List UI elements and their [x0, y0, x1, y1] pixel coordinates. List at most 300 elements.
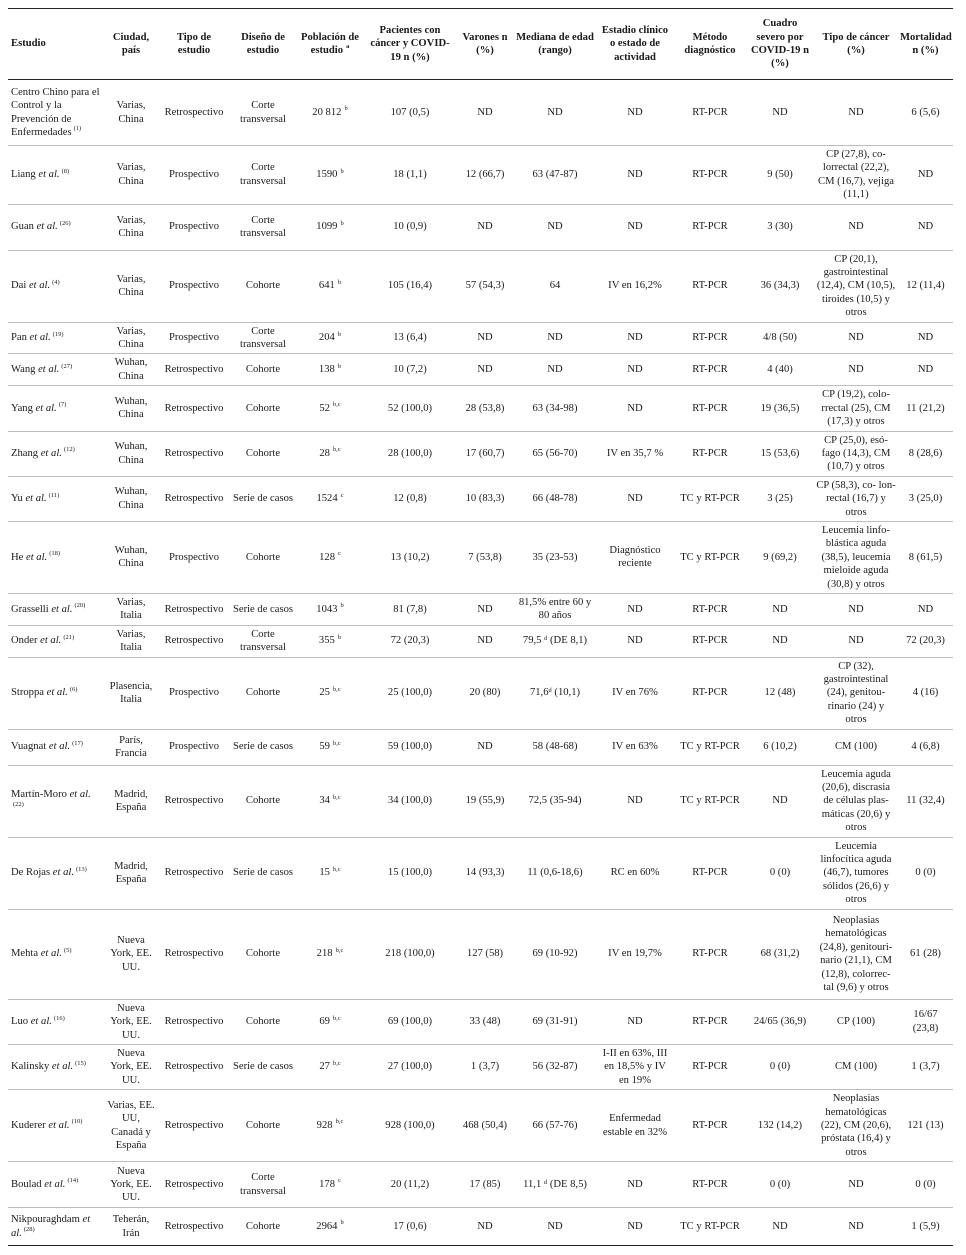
table-row: [8, 80, 953, 146]
table-row: [8, 431, 953, 476]
cell-metodo: RT-PCR: [674, 837, 746, 909]
cell-diseno: Cohorte: [230, 250, 296, 322]
cell-varones: 57 (54,3): [456, 250, 514, 322]
cell-metodo: RT-PCR: [674, 999, 746, 1044]
cell-varones: 127 (58): [456, 909, 514, 999]
cell-tipo-cancer: Leucemia aguda (20,6), discrasia de células plas- máticas (20,6) y otros: [814, 765, 898, 837]
cell-tipo-estudio: Retrospectivo: [158, 765, 230, 837]
poblacion-value: 20 812: [312, 106, 342, 118]
cell-pacientes: 59 (100,0): [364, 729, 456, 765]
cell-metodo: RT-PCR: [674, 909, 746, 999]
cell-tipo-estudio: Prospectivo: [158, 521, 230, 593]
cell-poblacion: [296, 729, 364, 765]
cell-pacientes: 28 (100,0): [364, 431, 456, 476]
study-reference: (28): [23, 1226, 35, 1234]
poblacion-value: 1590: [316, 169, 338, 181]
study-etal: et al.: [44, 1178, 66, 1190]
cell-ciudad: Varias, China: [104, 146, 158, 205]
table-row: [8, 386, 953, 431]
cell-mortalidad: 4 (6,8): [898, 729, 953, 765]
poblacion-value: 641: [318, 280, 335, 292]
table-row: [8, 250, 953, 322]
cell-poblacion: [296, 386, 364, 431]
cell-ciudad: Varias, China: [104, 250, 158, 322]
header-estudio: Estudio: [8, 9, 104, 80]
cell-tipo-cancer: Neoplasias hematológicas (24,8), genitouri- nario (21,1), CM (12,8), colorrec- tal (9,6) y otros: [814, 909, 898, 999]
poblacion-footnote: b,c: [332, 1014, 341, 1022]
cell-poblacion: [296, 593, 364, 625]
cell-pacientes: 34 (100,0): [364, 765, 456, 837]
cell-estadio: ND: [596, 999, 674, 1044]
cell-mediana-edad: ND: [514, 204, 596, 250]
table-row: [8, 999, 953, 1044]
cell-ciudad: Teherán, Irán: [104, 1208, 158, 1246]
cell-poblacion: [296, 657, 364, 729]
cell-diseno: Cohorte: [230, 386, 296, 431]
cell-cuadro-severo: 12 (48): [746, 657, 814, 729]
cell-poblacion: [296, 250, 364, 322]
cell-mortalidad: 0 (0): [898, 1162, 953, 1208]
header-metodo: Método diagnóstico: [674, 9, 746, 80]
study-etal: et al.: [25, 493, 47, 505]
cell-tipo-cancer: CP (100): [814, 999, 898, 1044]
study-reference: (13): [75, 865, 87, 873]
cell-poblacion: [296, 354, 364, 386]
poblacion-footnote: b: [340, 167, 344, 175]
cell-cuadro-severo: 3 (25): [746, 476, 814, 521]
cell-cuadro-severo: 0 (0): [746, 1044, 814, 1089]
study-reference: (15): [75, 1059, 86, 1067]
cell-diseno: Cohorte: [230, 1090, 296, 1162]
cell-pacientes: 18 (1,1): [364, 146, 456, 205]
table-row: [8, 1044, 953, 1089]
cell-pacientes: 81 (7,8): [364, 593, 456, 625]
cell-mortalidad: 121 (13): [898, 1090, 953, 1162]
cell-poblacion: [296, 1044, 364, 1089]
study-reference: (5): [63, 946, 72, 954]
cell-tipo-estudio: Prospectivo: [158, 204, 230, 250]
cell-poblacion: [296, 1162, 364, 1208]
cell-mediana-edad: 69 (31-91): [514, 999, 596, 1044]
study-etal: et al.: [52, 867, 74, 879]
study-reference: (14): [67, 1177, 79, 1185]
poblacion-footnote: c: [338, 550, 341, 558]
poblacion-value: 69: [319, 1016, 330, 1028]
cell-estudio: [8, 999, 104, 1044]
header-cuadro: Cuadro severo por COVID-19 n (%): [746, 9, 814, 80]
table-row: [8, 1162, 953, 1208]
cell-estadio: RC en 60%: [596, 837, 674, 909]
study-etal: et al.: [51, 1061, 74, 1073]
cell-estadio: ND: [596, 1162, 674, 1208]
cell-poblacion: [296, 204, 364, 250]
cell-pacientes: 10 (0,9): [364, 204, 456, 250]
cell-mortalidad: ND: [898, 204, 953, 250]
table-row: [8, 476, 953, 521]
cell-mediana-edad: 64: [514, 250, 596, 322]
study-name: Yang: [11, 402, 33, 414]
cell-mortalidad: ND: [898, 146, 953, 205]
cell-ciudad: Madrid, España: [104, 765, 158, 837]
cell-poblacion: [296, 521, 364, 593]
cell-tipo-estudio: Prospectivo: [158, 250, 230, 322]
header-varones: Varones n (%): [456, 9, 514, 80]
study-reference: (27): [61, 362, 73, 370]
cell-poblacion: [296, 146, 364, 205]
cell-diseno: Serie de casos: [230, 729, 296, 765]
cell-tipo-estudio: Retrospectivo: [158, 354, 230, 386]
cell-mortalidad: 12 (11,4): [898, 250, 953, 322]
study-etal: et al.: [35, 402, 57, 414]
cell-tipo-estudio: Retrospectivo: [158, 625, 230, 657]
cell-varones: ND: [456, 729, 514, 765]
study-etal: et al.: [28, 280, 51, 292]
cell-mortalidad: 61 (28): [898, 909, 953, 999]
header-mortalidad: Mortalidad n (%): [898, 9, 953, 80]
poblacion-footnote: b,c: [332, 865, 341, 873]
cell-diseno: Cohorte: [230, 999, 296, 1044]
study-name: Guan: [11, 221, 34, 233]
study-name: Boulad: [11, 1178, 42, 1190]
poblacion-footnote: b,c: [335, 946, 344, 954]
cell-tipo-estudio: Retrospectivo: [158, 386, 230, 431]
header-ciudad: Ciudad, país: [104, 9, 158, 80]
cell-cuadro-severo: 0 (0): [746, 837, 814, 909]
header-diseno: Diseño de estudio: [230, 9, 296, 80]
cell-estadio: ND: [596, 204, 674, 250]
poblacion-footnote: c: [340, 491, 344, 499]
cell-mortalidad: 11 (32,4): [898, 765, 953, 837]
table-row: [8, 909, 953, 999]
cell-metodo: RT-PCR: [674, 1090, 746, 1162]
cell-poblacion: [296, 999, 364, 1044]
header-tipo-cancer: Tipo de cáncer (%): [814, 9, 898, 80]
cell-tipo-estudio: Retrospectivo: [158, 999, 230, 1044]
cell-tipo-cancer: ND: [814, 593, 898, 625]
cell-ciudad: Wuhan, China: [104, 521, 158, 593]
header-mediana: Mediana de edad (rango): [514, 9, 596, 80]
cell-ciudad: Madrid, España: [104, 837, 158, 909]
cell-ciudad: Nueva York, EE. UU.: [104, 1162, 158, 1208]
study-name: Mehta: [11, 948, 39, 960]
cell-estadio: IV en 19,7%: [596, 909, 674, 999]
cell-varones: 17 (60,7): [456, 431, 514, 476]
cell-mortalidad: 8 (61,5): [898, 521, 953, 593]
poblacion-value: 34: [319, 795, 330, 807]
cell-ciudad: Nueva York, EE. UU.: [104, 999, 158, 1044]
cell-diseno: Cohorte: [230, 521, 296, 593]
study-name: Dai: [11, 280, 27, 292]
cell-estudio: [8, 837, 104, 909]
study-name: Zhang: [11, 447, 39, 459]
cell-metodo: TC y RT-PCR: [674, 521, 746, 593]
cell-pacientes: 13 (10,2): [364, 521, 456, 593]
header-estadio: Estadio clínico o estado de actividad: [596, 9, 674, 80]
cell-poblacion: [296, 625, 364, 657]
cell-cuadro-severo: 24/65 (36,9): [746, 999, 814, 1044]
study-name: Yu: [11, 493, 23, 505]
cell-pacientes: 10 (7,2): [364, 354, 456, 386]
study-etal: et al.: [51, 603, 73, 615]
cell-estadio: ND: [596, 593, 674, 625]
study-etal: et al.: [36, 221, 58, 233]
poblacion-footnote: b,c: [332, 739, 341, 747]
cell-metodo: TC y RT-PCR: [674, 729, 746, 765]
cell-mediana-edad: 11 (0,6-18,6): [514, 837, 596, 909]
cell-diseno: Corte transversal: [230, 204, 296, 250]
study-name: He: [11, 551, 24, 563]
poblacion-value: 178: [319, 1178, 335, 1190]
cell-tipo-cancer: Neoplasias hematológicas (22), CM (20,6), próstata (16,4) y otros: [814, 1090, 898, 1162]
header-poblacion: [296, 9, 364, 80]
poblacion-value: 59: [319, 741, 330, 753]
poblacion-value: 204: [318, 332, 335, 344]
study-reference: (22): [13, 800, 24, 808]
poblacion-footnote: b: [337, 278, 342, 286]
cell-mortalidad: ND: [898, 322, 953, 354]
cell-ciudad: París, Francia: [104, 729, 158, 765]
cell-mortalidad: ND: [898, 354, 953, 386]
cell-pacientes: 52 (100,0): [364, 386, 456, 431]
poblacion-value: 1043: [316, 603, 338, 615]
cell-mortalidad: 1 (3,7): [898, 1044, 953, 1089]
cell-estadio: ND: [596, 625, 674, 657]
cell-estudio: [8, 80, 104, 146]
cell-mortalidad: 6 (5,6): [898, 80, 953, 146]
cell-metodo: TC y RT-PCR: [674, 1208, 746, 1246]
cell-ciudad: Wuhan, China: [104, 386, 158, 431]
cell-estudio: [8, 593, 104, 625]
cell-estudio: [8, 1162, 104, 1208]
cell-ciudad: Varias, China: [104, 322, 158, 354]
cell-ciudad: Varias, China: [104, 204, 158, 250]
cell-poblacion: [296, 1208, 364, 1246]
poblacion-value: 28: [319, 447, 330, 459]
cell-cuadro-severo: 9 (50): [746, 146, 814, 205]
cell-metodo: RT-PCR: [674, 80, 746, 146]
study-name: Nikpouraghdam: [11, 1214, 80, 1226]
cell-estudio: [8, 657, 104, 729]
table-body: [8, 80, 953, 1246]
cell-mediana-edad: 63 (47-87): [514, 146, 596, 205]
cell-tipo-cancer: CM (100): [814, 729, 898, 765]
poblacion-footnote: b: [337, 330, 342, 338]
study-reference: (20): [74, 602, 86, 610]
cell-metodo: RT-PCR: [674, 1162, 746, 1208]
header-poblacion-sup: a: [346, 43, 350, 51]
study-name: Stroppa: [11, 687, 44, 699]
cell-tipo-estudio: Retrospectivo: [158, 837, 230, 909]
cell-mediana-edad: 71,6ᵈ (10,1): [514, 657, 596, 729]
cell-pacientes: 17 (0,6): [364, 1208, 456, 1246]
cell-pacientes: 25 (100,0): [364, 657, 456, 729]
cell-tipo-estudio: Retrospectivo: [158, 80, 230, 146]
cell-varones: 7 (53,8): [456, 521, 514, 593]
cell-estadio: ND: [596, 146, 674, 205]
cell-tipo-cancer: ND: [814, 1162, 898, 1208]
study-etal: et al.: [40, 447, 62, 459]
cell-tipo-estudio: Retrospectivo: [158, 1208, 230, 1246]
cell-pacientes: 12 (0,8): [364, 476, 456, 521]
cell-mediana-edad: 79,5 ᵈ (DE 8,1): [514, 625, 596, 657]
cell-pacientes: 69 (100,0): [364, 999, 456, 1044]
poblacion-footnote: b,c: [332, 793, 341, 801]
poblacion-footnote: b,c: [332, 446, 341, 454]
cell-ciudad: Wuhan, China: [104, 431, 158, 476]
study-name: Centro Chino para el Control y la Prevención de Enfermedades: [11, 86, 100, 138]
cell-tipo-estudio: Retrospectivo: [158, 909, 230, 999]
table-row: [8, 625, 953, 657]
poblacion-footnote: b,c: [332, 1059, 341, 1067]
poblacion-footnote: b: [337, 362, 342, 370]
cell-tipo-estudio: Prospectivo: [158, 729, 230, 765]
study-reference: (26): [59, 219, 71, 227]
cell-poblacion: [296, 1090, 364, 1162]
cell-tipo-cancer: ND: [814, 204, 898, 250]
cell-metodo: RT-PCR: [674, 204, 746, 250]
cell-mediana-edad: ND: [514, 1208, 596, 1246]
cell-varones: ND: [456, 204, 514, 250]
poblacion-value: 1524: [316, 493, 338, 505]
cell-diseno: Corte transversal: [230, 146, 296, 205]
study-etal: et al.: [69, 788, 91, 800]
cell-estadio: ND: [596, 354, 674, 386]
cell-cuadro-severo: 4 (40): [746, 354, 814, 386]
cell-diseno: Corte transversal: [230, 1162, 296, 1208]
cell-cuadro-severo: 4/8 (50): [746, 322, 814, 354]
study-reference: (10): [71, 1118, 83, 1126]
poblacion-footnote: b,c: [335, 1118, 344, 1126]
cell-diseno: Cohorte: [230, 657, 296, 729]
cell-tipo-estudio: Retrospectivo: [158, 1090, 230, 1162]
cell-estudio: [8, 1208, 104, 1246]
cell-estadio: ND: [596, 386, 674, 431]
poblacion-footnote: b,c: [332, 401, 341, 409]
cell-tipo-cancer: Leucemia linfocítica aguda (46,7), tumores sólidos (26,6) y otros: [814, 837, 898, 909]
cell-estudio: [8, 322, 104, 354]
cell-poblacion: [296, 909, 364, 999]
study-reference: (18): [49, 550, 61, 558]
cell-poblacion: [296, 80, 364, 146]
cell-estudio: [8, 1044, 104, 1089]
cell-varones: 12 (66,7): [456, 146, 514, 205]
study-reference: (21): [63, 633, 75, 641]
study-name: Vuagnat: [11, 741, 47, 753]
cell-poblacion: [296, 431, 364, 476]
cell-metodo: RT-PCR: [674, 250, 746, 322]
cell-pacientes: 15 (100,0): [364, 837, 456, 909]
study-etal: et al.: [46, 687, 68, 699]
cell-cuadro-severo: ND: [746, 625, 814, 657]
cell-cuadro-severo: ND: [746, 593, 814, 625]
cell-pacientes: 27 (100,0): [364, 1044, 456, 1089]
table-row: [8, 354, 953, 386]
cell-poblacion: [296, 322, 364, 354]
cell-estadio: ND: [596, 765, 674, 837]
table-row: [8, 322, 953, 354]
cell-varones: 17 (85): [456, 1162, 514, 1208]
table-row: [8, 1090, 953, 1162]
cell-varones: 28 (53,8): [456, 386, 514, 431]
cell-mortalidad: 16/67 (23,8): [898, 999, 953, 1044]
poblacion-value: 128: [319, 551, 335, 563]
table-row: [8, 1208, 953, 1246]
cell-estudio: [8, 729, 104, 765]
cell-metodo: TC y RT-PCR: [674, 476, 746, 521]
poblacion-value: 1099: [316, 221, 338, 233]
study-etal: et al.: [26, 551, 48, 563]
study-reference: (4): [52, 278, 60, 286]
study-reference: (19): [52, 330, 64, 338]
cell-diseno: Serie de casos: [230, 1044, 296, 1089]
cell-estadio: ND: [596, 322, 674, 354]
cell-mediana-edad: 81,5% entre 60 y 80 años: [514, 593, 596, 625]
cell-metodo: RT-PCR: [674, 386, 746, 431]
study-reference: (7): [58, 401, 67, 409]
cell-cuadro-severo: 36 (34,3): [746, 250, 814, 322]
cell-estadio: I-II en 63%, III en 18,5% y IV en 19%: [596, 1044, 674, 1089]
cell-pacientes: 72 (20,3): [364, 625, 456, 657]
cell-mediana-edad: 58 (48-68): [514, 729, 596, 765]
cell-cuadro-severo: 6 (10,2): [746, 729, 814, 765]
cell-estudio: [8, 146, 104, 205]
cell-pacientes: 107 (0,5): [364, 80, 456, 146]
study-name: Grasselli: [11, 603, 49, 615]
cell-varones: ND: [456, 354, 514, 386]
study-etal: et al.: [29, 332, 51, 344]
cell-cuadro-severo: 0 (0): [746, 1162, 814, 1208]
cell-mortalidad: 0 (0): [898, 837, 953, 909]
cell-mediana-edad: 11,1 ᵈ (DE 8,5): [514, 1162, 596, 1208]
poblacion-footnote: b,c: [332, 685, 341, 693]
poblacion-value: 27: [319, 1061, 330, 1073]
header-tipo: Tipo de estudio: [158, 9, 230, 80]
cell-ciudad: Wuhan, China: [104, 354, 158, 386]
study-reference: (1): [73, 125, 82, 133]
cell-tipo-cancer: ND: [814, 1208, 898, 1246]
study-name: Luo: [11, 1016, 29, 1028]
table-row: [8, 593, 953, 625]
table-row: [8, 657, 953, 729]
cell-metodo: RT-PCR: [674, 593, 746, 625]
cell-varones: 19 (55,9): [456, 765, 514, 837]
cell-metodo: RT-PCR: [674, 657, 746, 729]
cell-metodo: RT-PCR: [674, 354, 746, 386]
cell-varones: 14 (93,3): [456, 837, 514, 909]
cell-tipo-cancer: ND: [814, 322, 898, 354]
poblacion-footnote: b: [337, 633, 342, 641]
cell-varones: ND: [456, 593, 514, 625]
cell-diseno: Cohorte: [230, 909, 296, 999]
cell-tipo-estudio: Prospectivo: [158, 322, 230, 354]
cell-tipo-estudio: Retrospectivo: [158, 593, 230, 625]
table-row: [8, 729, 953, 765]
cell-tipo-estudio: Prospectivo: [158, 146, 230, 205]
study-name: De Rojas: [11, 867, 51, 879]
cell-tipo-cancer: CP (58,3), co- lon-rectal (16,7) y otros: [814, 476, 898, 521]
poblacion-value: 928: [316, 1119, 333, 1131]
table-row: [8, 146, 953, 205]
poblacion-value: 138: [318, 364, 335, 376]
table-row: [8, 837, 953, 909]
cell-estudio: [8, 431, 104, 476]
cell-diseno: Cohorte: [230, 765, 296, 837]
table-header: [8, 9, 953, 80]
cell-ciudad: Varias, Italia: [104, 593, 158, 625]
cell-tipo-cancer: ND: [814, 80, 898, 146]
cell-estudio: [8, 386, 104, 431]
cell-estudio: [8, 765, 104, 837]
